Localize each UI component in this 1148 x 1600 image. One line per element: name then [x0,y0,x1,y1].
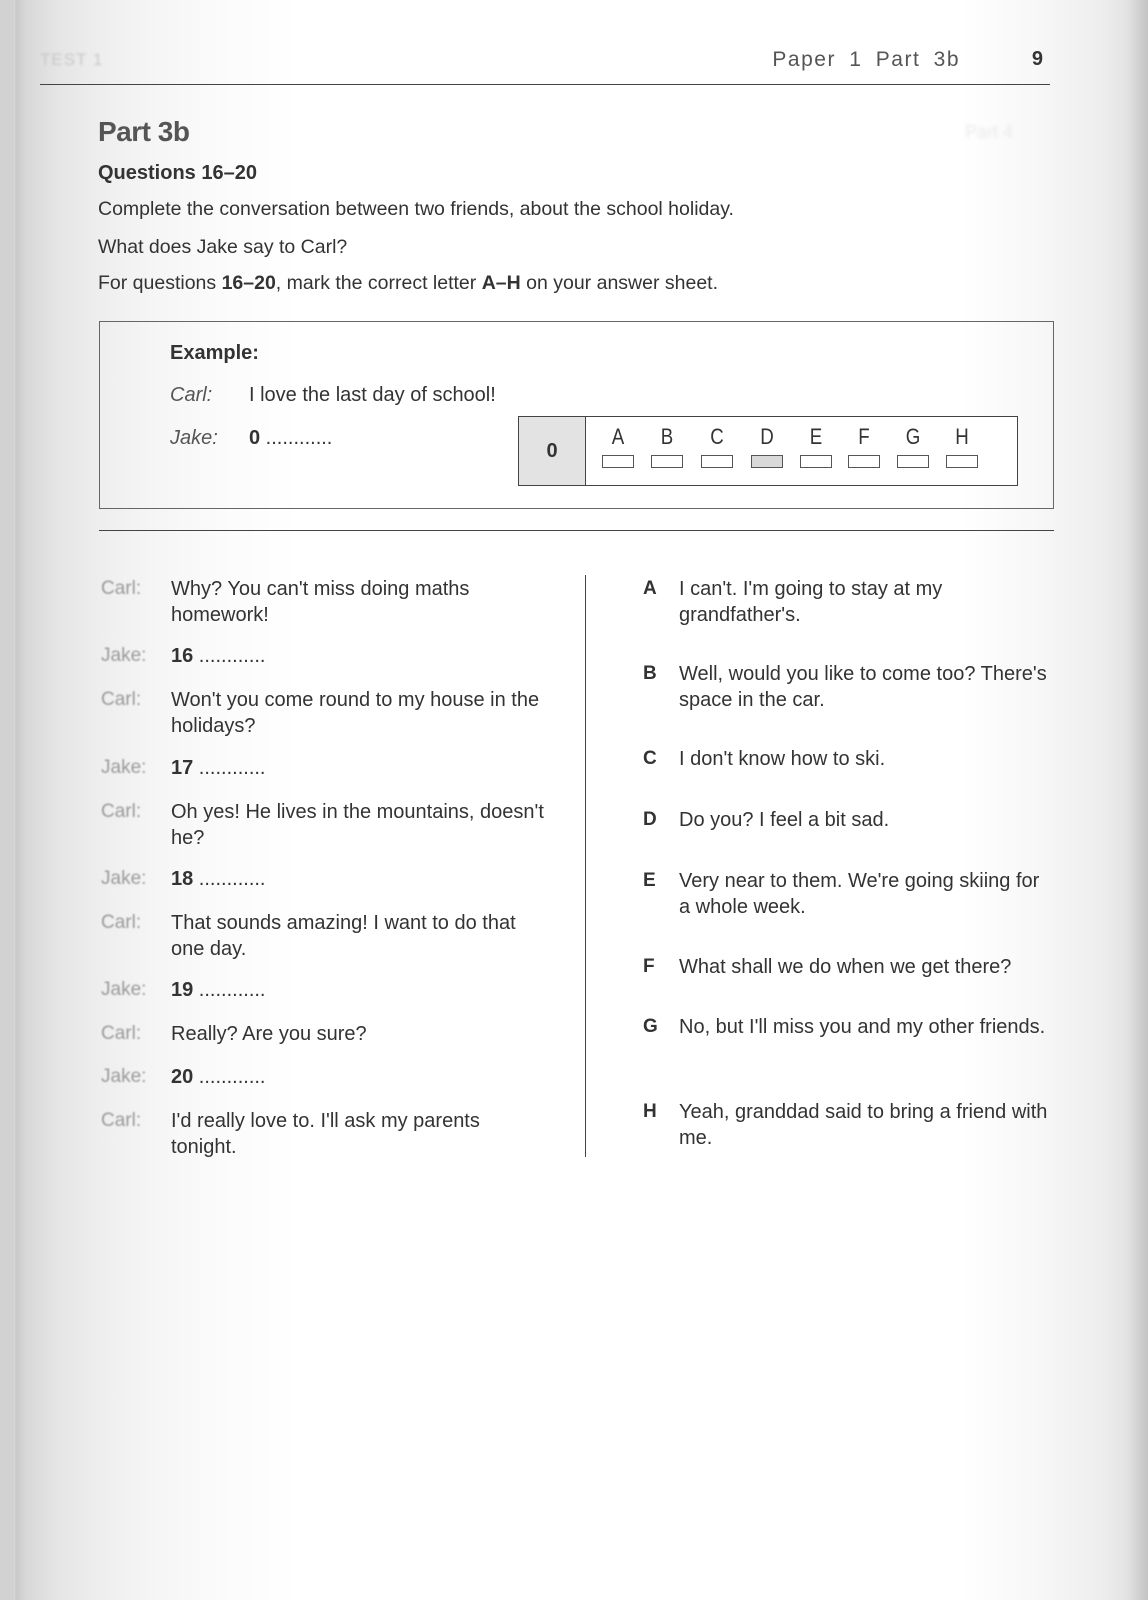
question-18-blank [171,866,551,892]
grid-answer-box [848,455,880,468]
question-number: 19 [171,979,194,1001]
question-16-blank [171,643,551,669]
dialogue-speaker: Carl: [101,801,142,822]
grid-letter: A [611,424,625,449]
grid-letter: C [710,424,724,449]
grid-option-b [647,423,687,468]
dialogue-line: Really? Are you sure? [171,1023,367,1045]
option-text-g: No, but I'll miss you and my other friends. [679,1016,1046,1038]
option-letter-c: C [643,748,657,769]
book-gutter [0,0,14,1600]
answer-dots: ............ [193,645,266,667]
dialogue-speaker: Carl: [101,1110,142,1131]
question-20-blank [171,1064,551,1090]
answer-dots: ............ [193,1066,266,1088]
example-speaker-carl: Carl: [170,384,213,406]
grid-option-g [893,423,933,468]
dialogue-speaker: Jake: [101,757,147,778]
dialogue-line: That sounds amazing! I want to do that one day. [171,912,516,960]
instruction-complete: Complete the conversation between two friends, about the school holiday. [98,198,734,220]
option-letter-h: H [643,1101,657,1122]
grid-letter: F [858,424,870,449]
grid-letter: B [660,424,674,449]
option-text-b: Well, would you like to come too? There's space in the car. [679,663,1047,711]
answer-dots: ............ [193,979,266,1001]
question-range-bold: 16–20 [221,272,276,294]
question-number: 18 [171,868,194,890]
example-jake-answer [249,427,332,450]
grid-letter: D [760,424,774,449]
dialogue-speaker: Carl: [101,912,142,933]
option-text-a: I can't. I'm going to stay at my grandfather's. [679,578,943,626]
question-number: 17 [171,757,194,779]
instruction-text: , mark the correct letter [275,272,482,294]
option-text-d: Do you? I feel a bit sad. [679,809,890,831]
option-letter-d: D [643,809,657,830]
instruction-text: on your answer sheet. [520,272,718,294]
grid-option-e [796,423,836,468]
dialogue-speaker: Carl: [101,578,142,599]
column-divider [585,575,586,1157]
example-number: 0 [249,427,261,449]
option-letter-a: A [643,578,657,599]
dialogue-line: Won't you come round to my house in the holidays? [171,689,540,737]
answer-dots: ............ [193,757,266,779]
dialogue-speaker: Jake: [101,645,147,666]
dialogue-speaker: Jake: [101,979,147,1000]
show-through-text: Part 4 [965,122,1014,142]
instruction-mark-letter [98,272,718,295]
grid-option-f [844,423,884,468]
grid-letter: E [809,424,823,449]
grid-answer-box [602,455,634,468]
question-19-blank [171,977,551,1003]
grid-letter: G [905,424,921,449]
option-text-f: What shall we do when we get there? [679,956,1012,978]
grid-option-a [598,423,638,468]
running-header-left: TEST 1 [40,50,104,69]
grid-answer-box [946,455,978,468]
grid-letter: H [955,424,969,449]
example-answer-grid [518,416,1018,486]
grid-answer-box [651,455,683,468]
grid-option-c [697,423,737,468]
grid-answer-box [897,455,929,468]
answer-dots: ............ [260,427,333,449]
option-text-e: Very near to them. We're going skiing for a whole week. [679,870,1040,918]
question-17-blank [171,755,551,781]
dialogue-line: Oh yes! He lives in the mountains, doesn't he? [171,801,544,849]
dialogue-line: Why? You can't miss doing maths homework! [171,578,470,626]
instruction-text: For questions [98,272,222,294]
dialogue-speaker: Jake: [101,868,147,889]
example-speaker-jake: Jake: [170,427,218,449]
part-title: Part 3b [98,116,190,147]
grid-option-h [942,423,982,468]
grid-answer-box [701,455,733,468]
option-text-h: Yeah, granddad said to bring a friend with me. [679,1101,1048,1149]
option-letter-e: E [643,870,656,891]
example-carl-text: I love the last day of school! [249,384,496,406]
option-text-c: I don't know how to ski. [679,748,886,770]
option-letter-g: G [643,1016,658,1037]
option-letter-f: F [643,956,655,977]
grid-answer-box [751,455,783,468]
dialogue-speaker: Carl: [101,689,142,710]
grid-answer-box [800,455,832,468]
instruction-question: What does Jake say to Carl? [98,236,348,258]
grid-question-number: 0 [519,417,586,485]
dialogue-line: I'd really love to. I'll ask my parents tonight. [171,1110,480,1158]
dialogue-speaker: Carl: [101,1023,142,1044]
dialogue-speaker: Jake: [101,1066,147,1087]
answer-dots: ............ [193,868,266,890]
running-header: Paper 1 Part 3b [772,48,960,71]
letter-range-bold: A–H [481,272,521,294]
section-rule [99,530,1054,531]
page-number: 9 [1031,48,1043,70]
header-rule [40,84,1050,85]
questions-range: Questions 16–20 [98,162,257,184]
page-edge-shadow [1126,0,1148,1600]
option-letter-b: B [643,663,657,684]
grid-option-d [747,423,787,468]
example-label: Example: [170,342,259,364]
question-number: 20 [171,1066,194,1088]
question-number: 16 [171,645,194,667]
